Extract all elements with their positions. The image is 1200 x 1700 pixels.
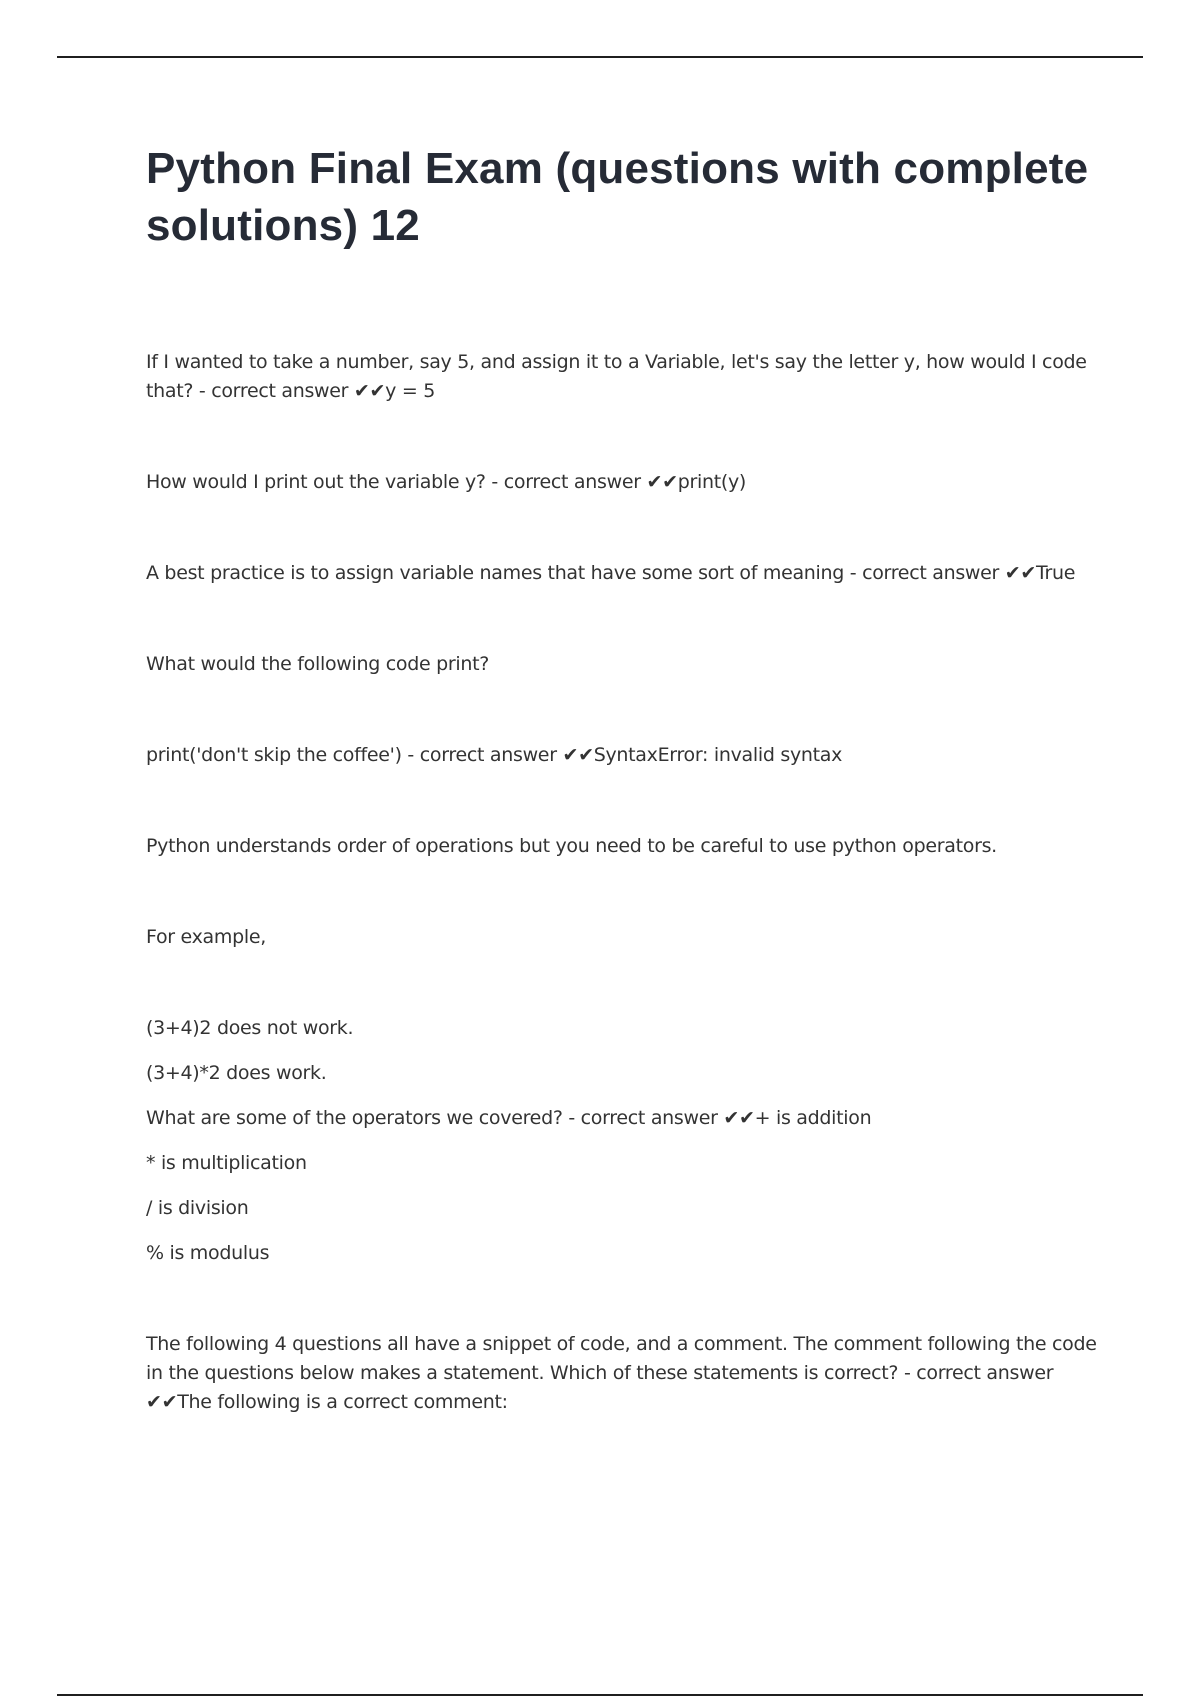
question-code-print-answer: print('don't skip the coffee') - correct answer ✔✔SyntaxError: invalid syntax: [146, 744, 843, 766]
operator-multiplication: * is multiplication: [146, 1152, 307, 1174]
document-title: Python Final Exam (questions with complete solutions) 12: [146, 144, 1089, 250]
operator-division: / is division: [146, 1197, 249, 1219]
question-print-variable: How would I print out the variable y? - correct answer ✔✔print(y): [146, 471, 747, 493]
question-comments: The following 4 questions all have a snippet of code, and a comment. The comment following the code in the questions below makes a statement. Which of these statements is correct? - correct answer ✔✔The following is a correct comment:: [146, 1333, 1103, 1413]
question-code-print-prompt: What would the following code print?: [146, 653, 490, 675]
document-body: [146, 140, 1106, 1417]
for-example-label: For example,: [146, 926, 266, 948]
operator-modulus: % is modulus: [146, 1242, 270, 1264]
bottom-rule: [57, 1694, 1143, 1696]
order-of-operations-note: Python understands order of operations but you need to be careful to use python operators.: [146, 835, 997, 857]
question-variable-names: A best practice is to assign variable names that have some sort of meaning - correct answer ✔✔True: [146, 562, 1076, 584]
example-working: (3+4)*2 does work.: [146, 1062, 327, 1084]
question-operators: What are some of the operators we covered? - correct answer ✔✔+ is addition: [146, 1107, 872, 1129]
question-variable-assignment: If I wanted to take a number, say 5, and assign it to a Variable, let's say the letter y, how would I code that? - correct answer ✔✔y = 5: [146, 351, 1093, 402]
top-rule: [57, 56, 1143, 58]
example-not-working: (3+4)2 does not work.: [146, 1017, 354, 1039]
